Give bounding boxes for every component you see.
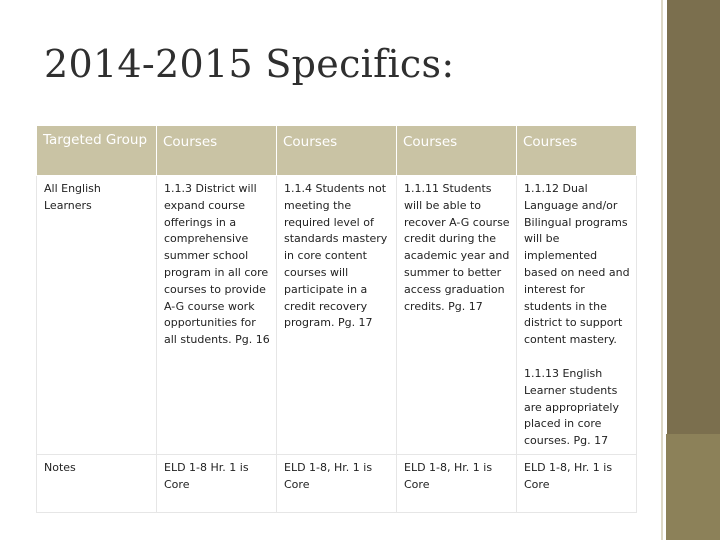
header-courses: Courses: [397, 126, 517, 176]
table-cell: ELD 1-8, Hr. 1 is Core: [277, 454, 397, 512]
table-cell: ELD 1-8, Hr. 1 is Core: [517, 454, 637, 512]
row-group-label: Notes: [37, 454, 157, 512]
paragraph-gap: [524, 349, 630, 366]
cell-paragraph: 1.1.12 Dual Language and/or Bilingual programs will be implemented based on need and interest for students in the district to support content mastery.: [524, 182, 630, 347]
header-courses: Courses: [517, 126, 637, 176]
specifics-table: [36, 125, 637, 513]
table-cell: 1.1.4 Students not meeting the required level of standards mastery in core content courses will participate in a credit recovery program. Pg. 17: [277, 176, 397, 455]
table-row: [37, 454, 637, 512]
table-cell: 1.1.3 District will expand course offerings in a comprehensive summer school program in all core courses to provide A-G course work opportunities for all students. Pg. 16: [157, 176, 277, 455]
table-cell: [517, 176, 637, 455]
header-courses: Courses: [277, 126, 397, 176]
slide-edge-line: [661, 0, 663, 540]
slide-title: 2014-2015 Specifics:: [44, 42, 455, 86]
slide-edge-notch: [666, 434, 720, 540]
header-targeted-group: Targeted Group: [37, 126, 157, 176]
table-row: [37, 176, 637, 455]
header-courses: Courses: [157, 126, 277, 176]
cell-paragraph: 1.1.13 English Learner students are appropriately placed in core courses. Pg. 17: [524, 366, 619, 448]
row-group-label: All English Learners: [37, 176, 157, 455]
table-cell: ELD 1-8 Hr. 1 is Core: [157, 454, 277, 512]
table-cell: 1.1.11 Students will be able to recover A-G course credit during the academic year and summer to better access graduation credits. Pg. 17: [397, 176, 517, 455]
table-cell: ELD 1-8, Hr. 1 is Core: [397, 454, 517, 512]
table-header-row: [37, 126, 637, 176]
